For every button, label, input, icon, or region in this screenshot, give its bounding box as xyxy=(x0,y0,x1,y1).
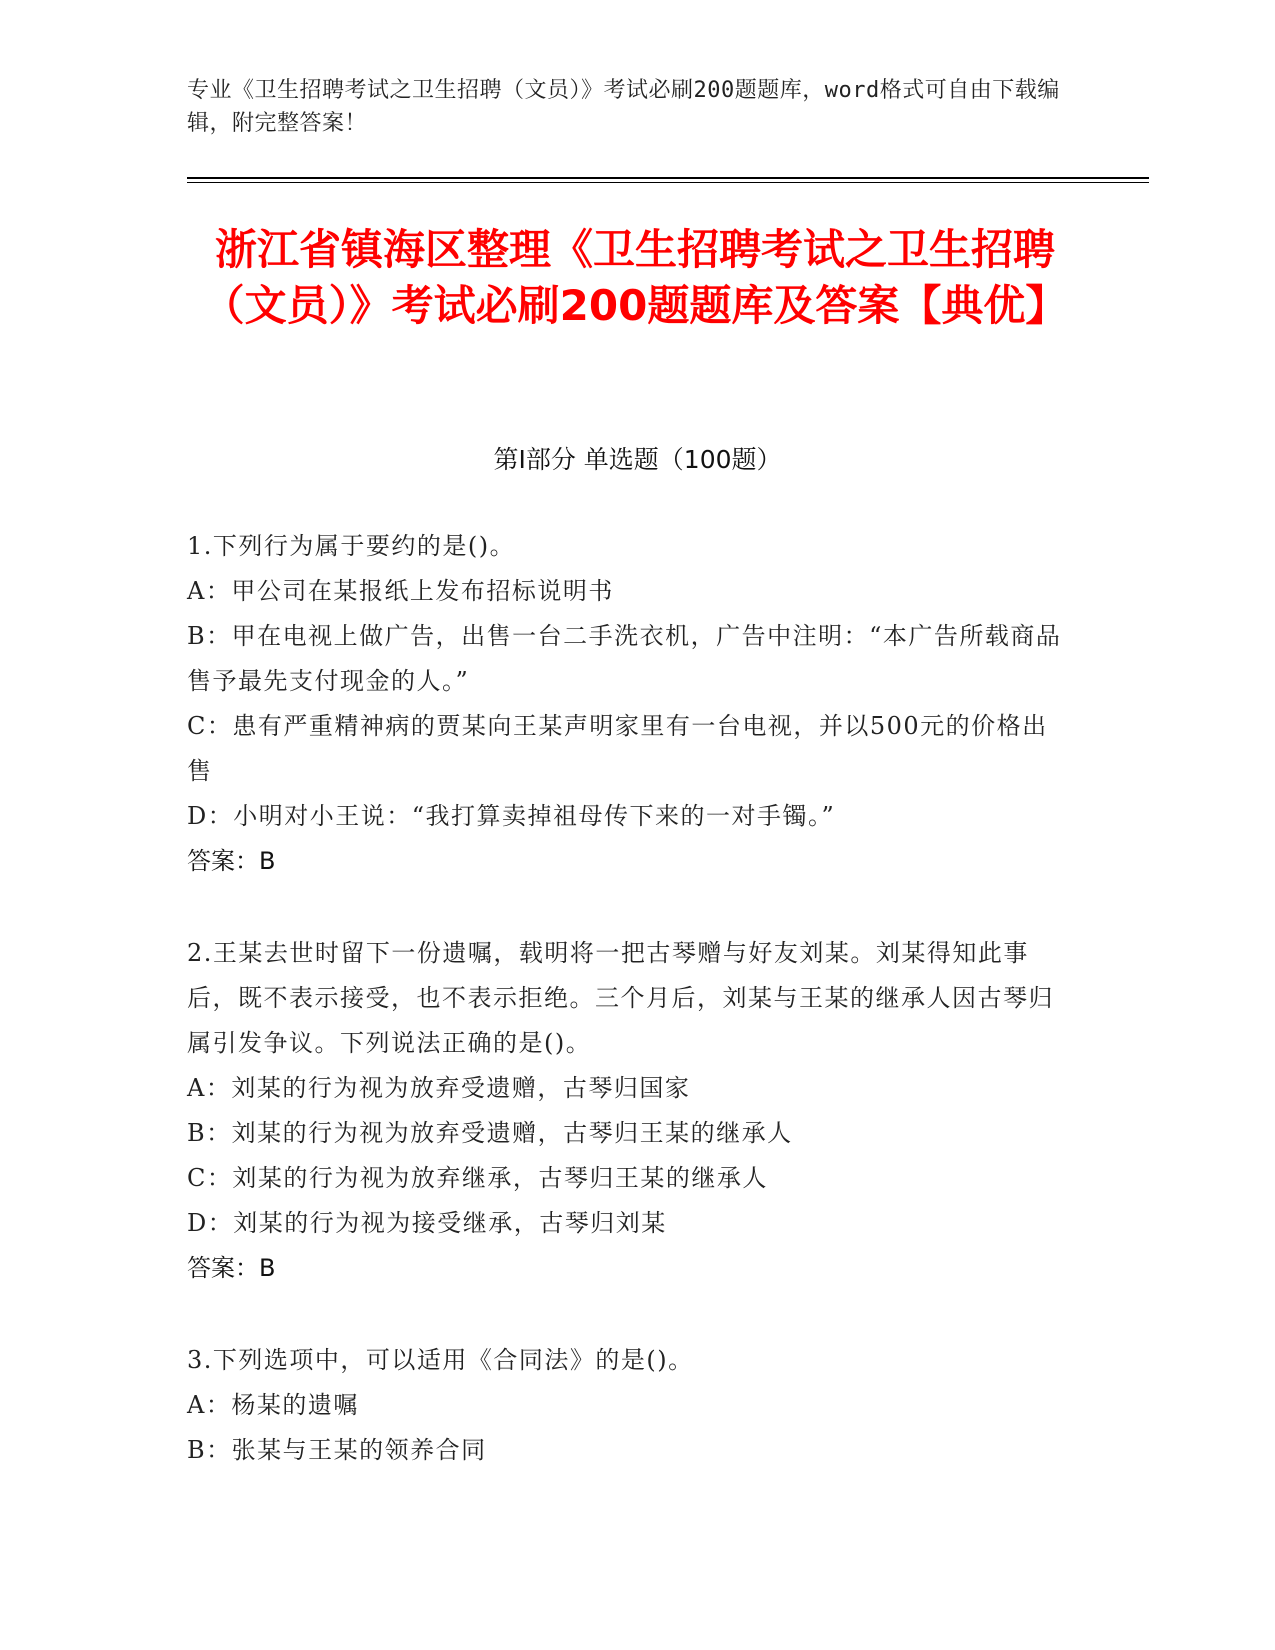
option-a: A：杨某的遗嘱 xyxy=(187,1391,359,1419)
option-a: A：甲公司在某报纸上发布招标说明书 xyxy=(187,577,614,605)
question-spacer xyxy=(187,884,1067,931)
option-d: D：小明对小王说：“我打算卖掉祖母传下来的一对手镯。” xyxy=(187,802,836,830)
question-text: 3.下列选项中，可以适用《合同法》的是()。 xyxy=(187,1346,694,1374)
answer: 答案：B xyxy=(187,1254,276,1282)
option-c: C：刘某的行为视为放弃继承，古琴归王某的继承人 xyxy=(187,1164,768,1192)
question-text: 1.下列行为属于要约的是()。 xyxy=(187,532,516,560)
option-a: A：刘某的行为视为放弃受遗赠，古琴归国家 xyxy=(187,1074,691,1102)
document-title: 浙江省镇海区整理《卫生招聘考试之卫生招聘（文员）》考试必刷200题题库及答案【典优】 xyxy=(202,225,1068,330)
header-divider-thin xyxy=(187,182,1149,183)
option-b: B：张某与王某的领养合同 xyxy=(187,1436,487,1464)
header-divider-thick xyxy=(187,177,1149,179)
question-text: 2.王某去世时留下一份遗嘱，载明将一把古琴赠与好友刘某。刘某得知此事后，既不表示接受，也不表示拒绝。三个月后，刘某与王某的继承人因古琴归属引发争议。下列说法正确的是()。 xyxy=(187,939,1054,1057)
option-b: B：甲在电视上做广告，出售一台二手洗衣机，广告中注明：“本广告所载商品售予最先支付现金的人。” xyxy=(187,622,1062,695)
option-b: B：刘某的行为视为放弃受遗赠，古琴归王某的继承人 xyxy=(187,1119,793,1147)
option-c: C：患有严重精神病的贾某向王某声明家里有一台电视，并以500元的价格出售 xyxy=(187,712,1048,785)
question-list xyxy=(187,524,1067,1473)
question-1 xyxy=(187,524,1067,884)
option-d: D：刘某的行为视为接受继承，古琴归刘某 xyxy=(187,1209,667,1237)
question-spacer xyxy=(187,1291,1067,1338)
answer: 答案：B xyxy=(187,847,276,875)
question-3 xyxy=(187,1338,1067,1473)
header-note: 专业《卫生招聘考试之卫生招聘（文员）》考试必刷200题题库，word格式可自由下载编辑，附完整答案！ xyxy=(187,78,1060,136)
section-heading: 第I部分 单选题（100题） xyxy=(493,445,782,474)
question-2 xyxy=(187,931,1067,1291)
